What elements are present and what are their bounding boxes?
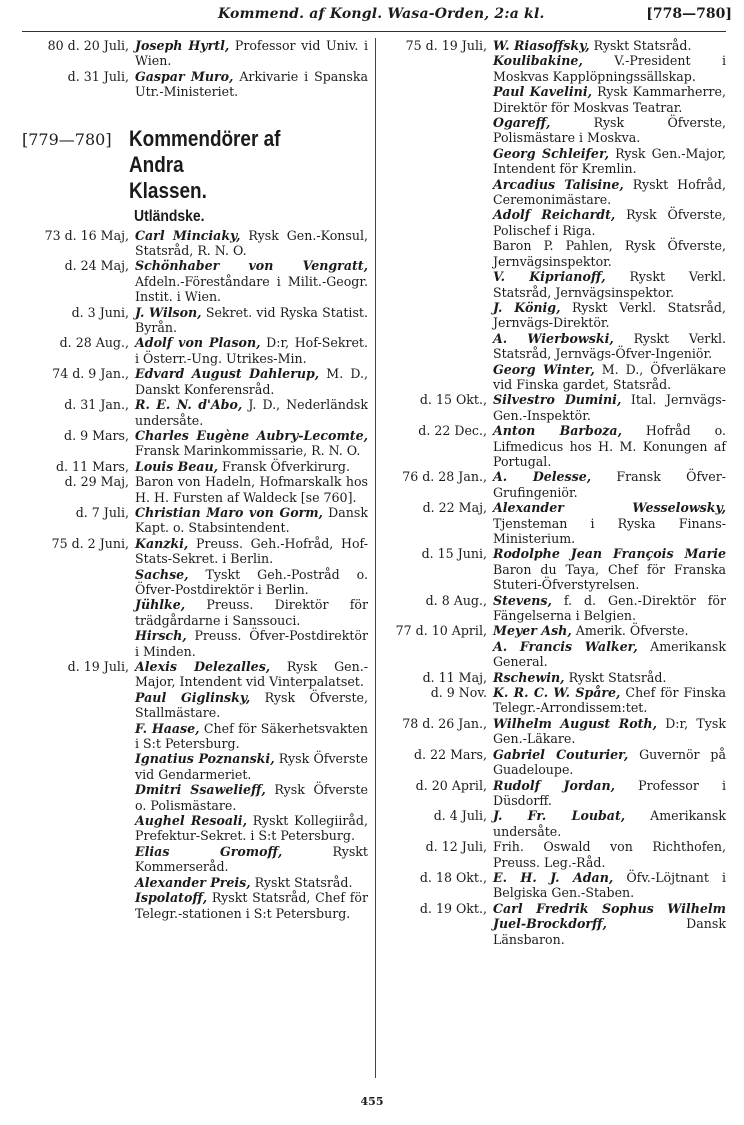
entry-text — [135, 366, 368, 397]
entry-date: d. 15 Okt., — [419, 392, 487, 408]
list-item — [22, 628, 368, 659]
list-item — [380, 53, 726, 84]
entry-description: Dansk Kapt. o. Stabsintendent. — [135, 504, 368, 536]
entry-description: Öfv.-Löjtnant i Belgiska Gen.-Staben. — [493, 869, 726, 901]
entry-text — [493, 839, 726, 870]
list-item — [22, 428, 368, 459]
entry-description: Ryskt Statsråd, Chef för Telegr.-stationen i S:t Petersburg. — [135, 890, 368, 921]
entry-name: Wilhelm August Roth, — [493, 715, 657, 731]
entry-name: Paul Giglinsky, — [135, 689, 251, 705]
entry-description: Ryskt Hofråd, Ceremonimästare. — [493, 176, 726, 208]
entry-name: Georg Winter, — [493, 361, 595, 377]
entry-text — [493, 808, 726, 839]
list-item — [22, 474, 368, 505]
entry-text — [135, 536, 368, 567]
entry-description: Preuss. Geh.-Hofråd, Hof-Stats-Sekret. i Berlin. — [135, 535, 368, 567]
entry-name: J. Wilson, — [135, 304, 202, 320]
entry-name: Alexander Preis, — [135, 874, 251, 890]
entry-date: d. 31 Jan., — [64, 397, 129, 413]
entry-name: F. Haase, — [135, 720, 200, 736]
list-item — [22, 690, 368, 721]
entry-name: A. Wierbowski, — [493, 330, 614, 346]
entry-name: Carl Minciaky, — [135, 227, 241, 243]
entry-description: Baron P. Pahlen, Rysk Öfverste, Jernvägsinspektor. — [493, 238, 726, 269]
entry-date — [380, 639, 493, 670]
entry-text — [135, 844, 368, 875]
entry-date — [380, 269, 493, 300]
entry-description: Ryskt Statsråd. — [564, 669, 667, 685]
entry-description: Amerik. Öfverste. — [571, 623, 689, 639]
entry-name: Schönhaber von Vengratt, — [135, 258, 368, 274]
entry-text — [493, 639, 726, 670]
entry-name: R. E. N. d'Abo, — [135, 397, 243, 413]
column-divider — [375, 38, 376, 1078]
entry-name: Charles Eugène Aubry-Lecomte, — [135, 427, 368, 443]
entry-date: 80 d. 20 Juli, — [47, 38, 129, 53]
entry-date: d. 29 Maj, — [64, 474, 129, 490]
entry-text — [493, 362, 726, 393]
entry-date — [380, 115, 493, 146]
entry-description: Preuss. Öfver-Postdirektör i Minden. — [135, 628, 368, 659]
entry-date: d. 19 Okt., — [419, 900, 487, 916]
entry-date: d. 18 Okt., — [419, 869, 487, 885]
list-item — [22, 335, 368, 366]
list-item — [22, 69, 368, 100]
list-item — [380, 839, 726, 870]
list-item — [380, 685, 726, 716]
entry-text — [493, 38, 726, 53]
list-item — [380, 146, 726, 177]
list-item — [22, 305, 368, 336]
entry-text — [135, 597, 368, 628]
entry-date: d. 9 Nov. — [430, 685, 487, 701]
entry-date: d. 19 Juli, — [67, 659, 129, 674]
entry-description: Baron du Taya, Chef för Franska Stuteri-Öfverstyrelsen. — [493, 561, 726, 593]
entry-name: E. H. J. Adan, — [493, 869, 614, 885]
entry-name: Alexander Wesselowsky, — [493, 500, 726, 516]
entry-date: d. 8 Aug., — [425, 592, 487, 608]
entry-date — [22, 782, 135, 813]
entry-text — [135, 659, 368, 690]
entry-date: d. 11 Maj, — [422, 669, 487, 685]
entry-date — [22, 721, 135, 752]
entry-name: Gaspar Muro, — [135, 68, 234, 84]
entry-description: Dansk Länsbaron. — [493, 916, 726, 947]
right-entries — [380, 38, 726, 947]
entry-name: Hirsch, — [135, 628, 187, 644]
entry-text — [493, 238, 726, 269]
entry-date — [380, 238, 493, 269]
entry-description: Professor vid Univ. i Wien. — [135, 38, 368, 69]
entry-text — [135, 567, 368, 598]
entry-text — [493, 146, 726, 177]
entry-date — [380, 300, 493, 331]
entry-date: 75 d. 2 Juni, — [51, 535, 129, 551]
section-subtitle: Utländske. — [134, 207, 205, 225]
list-item — [380, 639, 726, 670]
entry-date: d. 28 Aug., — [59, 335, 129, 351]
page-range: [778—780] — [646, 6, 732, 22]
list-item — [22, 890, 368, 921]
entry-description: Frih. Oswald von Richthofen, Preuss. Leg.-Råd. — [493, 839, 726, 870]
entry-text — [135, 335, 368, 366]
entry-date: d. 20 April, — [415, 777, 487, 793]
entry-name: J. König, — [493, 299, 561, 315]
entry-text — [493, 469, 726, 500]
entry-text — [493, 84, 726, 115]
entry-text — [135, 628, 368, 659]
entry-date: d. 3 Juni, — [71, 304, 129, 320]
entry-description: V.-President i Moskvas Kapplöpningssällskap. — [493, 53, 726, 84]
left-bottom-entries — [22, 228, 368, 921]
entry-text — [493, 500, 726, 546]
section-title-line2: Klassen. — [129, 177, 207, 203]
list-item — [380, 593, 726, 624]
entry-date — [22, 890, 135, 921]
entry-name: Anton Barboza, — [493, 423, 622, 439]
left-top-entries — [22, 38, 368, 100]
entry-name: Louis Beau, — [135, 458, 219, 474]
entry-text — [135, 38, 368, 69]
entry-date — [22, 628, 135, 659]
entry-description: J. D., Nederländsk undersåte. — [135, 397, 368, 428]
entry-date — [22, 690, 135, 721]
entry-text — [135, 875, 368, 890]
entry-description: Rysk Gen.-Major, Intendent för Kremlin. — [493, 145, 727, 177]
entry-name: Ogareff, — [493, 115, 551, 131]
entry-name: Dmitri Ssawelieff, — [135, 782, 266, 798]
list-item — [380, 546, 726, 592]
section-title-line1: Kommendörer af Andra — [129, 125, 281, 177]
entry-text — [493, 593, 726, 624]
entry-name: Edvard August Dahlerup, — [135, 366, 320, 382]
entry-name: K. R. C. W. Spåre, — [493, 685, 621, 701]
entry-text — [493, 546, 726, 592]
entry-description: Ryskt Verkl. Statsråd, Jernvägs-Direktör. — [493, 299, 726, 331]
entry-text — [493, 177, 726, 208]
entry-text — [135, 721, 368, 752]
list-item — [380, 207, 726, 238]
entry-date: d. 4 Juli, — [433, 808, 487, 824]
entry-name: Christian Maro von Gorm, — [135, 504, 323, 520]
entry-text — [493, 53, 726, 84]
list-item — [380, 84, 726, 115]
entry-date — [22, 813, 135, 844]
entry-text — [493, 747, 726, 778]
entry-description: Tjensteman i Ryska Finans-Ministerium. — [493, 515, 726, 546]
entry-description: D:r, Hof-Sekret. i Österr.-Ung. Utrikes-Min. — [135, 335, 368, 366]
entry-date — [380, 53, 493, 84]
entry-name: Ispolatoff, — [135, 890, 208, 906]
entry-date: d. 22 Maj, — [422, 500, 487, 516]
entry-date — [22, 567, 135, 598]
entry-description: M. D., Danskt Konferensråd. — [135, 366, 368, 397]
list-item — [380, 716, 726, 747]
entry-name: Elias Gromoff, — [135, 843, 283, 859]
entry-name: Jühlke, — [135, 597, 186, 613]
entry-text — [135, 228, 368, 259]
entry-name: Ignatius Poznanski, — [135, 751, 275, 767]
entry-text — [493, 870, 726, 901]
list-item — [22, 397, 368, 428]
entry-date: 78 d. 26 Jan., — [402, 715, 487, 731]
list-item — [380, 623, 726, 638]
entry-name: Sachse, — [135, 566, 189, 582]
entry-name: Arcadius Talisine, — [493, 176, 624, 192]
list-item — [22, 721, 368, 752]
entry-text — [135, 428, 368, 459]
list-item — [22, 505, 368, 536]
entry-description: Ryskt Verkl. Statsråd, Jernvägs-Öfver-Ingeniör. — [493, 330, 726, 362]
entry-description: Rysk Öfverste vid Gendarmeriet. — [135, 751, 369, 782]
entry-description: Ryskt Statsråd. — [589, 38, 692, 53]
entry-description: Sekret. vid Ryska Statist. Byrån. — [135, 304, 368, 336]
list-item — [380, 177, 726, 208]
entry-description: Professor i Düsdorff. — [493, 777, 726, 808]
entry-name: A. Francis Walker, — [493, 638, 638, 654]
entry-text — [493, 269, 726, 300]
entry-name: Meyer Ash, — [493, 623, 572, 639]
entry-name: Gabriel Couturier, — [493, 746, 629, 762]
entry-date: d. 7 Juli, — [75, 504, 129, 520]
entry-date: d. 11 Mars, — [56, 458, 129, 474]
entry-text — [135, 474, 368, 505]
entry-date — [22, 751, 135, 782]
list-item — [380, 115, 726, 146]
list-item — [380, 500, 726, 546]
entry-name: Paul Kavelini, — [493, 84, 593, 100]
entry-date: d. 22 Dec., — [418, 423, 487, 439]
entry-description: Ryskt Kollegiiråd, Prefektur-Sekret. i S:t Petersburg. — [135, 813, 368, 844]
entry-text — [493, 392, 726, 423]
list-item — [380, 423, 726, 469]
list-item — [22, 813, 368, 844]
list-item — [380, 269, 726, 300]
entry-description: Ryskt Kommerseråd. — [135, 843, 368, 875]
entry-description: Rysk Gen.-Konsul, Statsråd, R. N. O. — [135, 227, 368, 259]
list-item — [22, 659, 368, 690]
entry-text — [135, 690, 368, 721]
list-item — [380, 901, 726, 947]
entry-name: W. Riasoffsky, — [493, 38, 590, 53]
entry-text — [135, 305, 368, 336]
entry-text — [493, 778, 726, 809]
entry-description: Fransk Öfver-Grufingeniör. — [493, 469, 726, 500]
entry-text — [493, 901, 726, 947]
entry-text — [493, 670, 726, 685]
entry-description: Ryskt Verkl. Statsråd, Jernvägsinspektor. — [493, 269, 726, 300]
entry-name: Adolf von Plason, — [135, 335, 261, 351]
entry-name: Rudolf Jordan, — [493, 777, 616, 793]
list-item — [22, 751, 368, 782]
entry-text — [135, 459, 368, 474]
list-item — [380, 670, 726, 685]
entry-description: Preuss. Direktör för trädgårdarne i Sanssouci. — [135, 597, 368, 628]
list-item — [22, 536, 368, 567]
entry-date — [22, 597, 135, 628]
entry-name: Joseph Hyrtl, — [135, 38, 230, 53]
entry-text — [135, 782, 368, 813]
entry-text — [493, 115, 726, 146]
entry-text — [135, 258, 368, 304]
entry-description: Rysk Öfverste, Stallmästare. — [135, 689, 369, 721]
entry-date: 74 d. 9 Jan., — [52, 366, 129, 382]
entry-text — [493, 300, 726, 331]
list-item — [22, 597, 368, 628]
entry-date — [22, 875, 135, 890]
list-item — [22, 366, 368, 397]
entry-date: d. 12 Juli, — [425, 839, 487, 855]
entry-name: Stevens, — [493, 592, 552, 608]
entry-description: M. D., Öfverläkare vid Finska gardet, Statsråd. — [493, 361, 726, 392]
list-item — [380, 38, 726, 53]
entry-description: Chef för Finska Telegr.-Arrondissem:tet. — [493, 685, 726, 716]
entry-date: d. 9 Mars, — [64, 427, 129, 443]
entry-date: 73 d. 16 Maj, — [44, 227, 129, 243]
entry-date: d. 22 Mars, — [414, 746, 487, 762]
entry-text — [135, 69, 368, 100]
entry-date: d. 31 Juli, — [67, 68, 129, 84]
entry-text — [493, 423, 726, 469]
entry-description: Afdeln.-Föreståndare i Milit.-Geogr. Instit. i Wien. — [135, 273, 368, 305]
list-item — [380, 300, 726, 331]
list-item — [22, 875, 368, 890]
list-item — [22, 258, 368, 304]
entry-description: Amerikansk General. — [493, 638, 726, 670]
section-ref: [779—780] — [22, 129, 112, 149]
entry-description: Fransk Marinkommissarie, R. N. O. — [135, 443, 361, 459]
list-item — [22, 228, 368, 259]
entry-description: Hofråd o. Lifmedicus hos H. M. Konungen af Portugal. — [493, 423, 727, 469]
list-item — [22, 567, 368, 598]
entry-text — [135, 505, 368, 536]
entry-description: Ryskt Statsråd. — [250, 874, 353, 890]
header-rule — [22, 31, 726, 32]
entry-description: Rysk Öfverste o. Polismästare. — [135, 782, 368, 813]
entry-text — [493, 685, 726, 716]
entry-description: Ital. Jernvägs-Gen.-Inspektör. — [493, 392, 726, 423]
list-item — [22, 459, 368, 474]
entry-text — [135, 890, 368, 921]
entry-name: A. Delesse, — [493, 469, 592, 485]
entry-name: Silvestro Dumini, — [493, 392, 622, 408]
entry-date: 75 d. 19 Juli, — [405, 38, 487, 53]
entry-text — [493, 623, 726, 638]
entry-text — [493, 207, 726, 238]
entry-date — [380, 331, 493, 362]
page-number: 455 — [360, 1095, 384, 1108]
list-item — [22, 782, 368, 813]
entry-text — [135, 397, 368, 428]
entry-name: Adolf Reichardt, — [493, 207, 616, 223]
running-title: Kommend. af Kongl. Wasa-Orden, 2:a kl. — [218, 6, 545, 22]
list-item — [380, 331, 726, 362]
list-item — [380, 469, 726, 500]
entry-name: Aughel Resoali, — [135, 813, 247, 829]
entry-date — [380, 84, 493, 115]
right-column — [380, 38, 726, 947]
entry-date — [22, 844, 135, 875]
entry-name: Rschewin, — [493, 669, 565, 685]
entry-name: Georg Schleifer, — [493, 145, 610, 161]
entry-text — [135, 813, 368, 844]
entry-name: Kanzki, — [135, 535, 189, 551]
entry-name: Carl Fredrik Sophus Wilhelm Juel-Brockdorff, — [493, 900, 726, 932]
entry-text — [493, 331, 726, 362]
list-item — [22, 38, 368, 69]
entry-name: Rodolphe Jean François Marie — [493, 546, 726, 562]
section-title — [129, 126, 368, 204]
entry-description: Baron von Hadeln, Hofmarskalk hos H. H. Fursten af Waldeck [se 760]. — [135, 474, 368, 505]
entry-date: 77 d. 10 April, — [395, 623, 487, 639]
entry-description: Amerikansk undersåte. — [493, 808, 726, 839]
entry-date: 76 d. 28 Jan., — [402, 469, 487, 485]
list-item — [380, 778, 726, 809]
list-item — [380, 747, 726, 778]
entry-description: Arkivarie i Spanska Utr.-Ministeriet. — [135, 68, 368, 100]
list-item — [380, 362, 726, 393]
list-item — [380, 870, 726, 901]
entry-name: Alexis Delezalles, — [135, 659, 271, 674]
running-header — [0, 4, 744, 26]
entry-name: J. Fr. Loubat, — [493, 808, 626, 824]
entry-description: Guvernör på Guadeloupe. — [493, 746, 726, 778]
entry-description: D:r, Tysk Gen.-Läkare. — [493, 715, 726, 747]
entry-date — [380, 146, 493, 177]
list-item — [22, 844, 368, 875]
entry-description: Tyskt Geh.-Postråd o. Öfver-Postdirektör i Berlin. — [135, 566, 368, 597]
entry-text — [493, 716, 726, 747]
list-item — [380, 238, 726, 269]
entry-date: d. 15 Juni, — [421, 546, 487, 562]
left-column — [22, 38, 368, 921]
section-heading — [22, 126, 368, 204]
entry-description: Rysk Öfverste, Polismästare i Moskva. — [493, 115, 726, 146]
entry-description: Fransk Öfverkirurg. — [218, 458, 350, 474]
entry-description: Chef för Säkerhetsvakten i S:t Petersburg. — [135, 720, 368, 752]
entry-date — [380, 177, 493, 208]
list-item — [380, 808, 726, 839]
entry-date — [380, 362, 493, 393]
entry-name: V. Kiprianoff, — [493, 269, 606, 285]
entry-description: f. d. Gen.-Direktör för Fängelserna i Belgien. — [493, 592, 726, 624]
list-item — [380, 392, 726, 423]
entry-date: d. 24 Maj, — [64, 258, 129, 274]
entry-description: Rysk Gen.-Major, Intendent vid Vinterpalatset. — [135, 659, 368, 690]
entry-description: Rysk Öfverste, Polischef i Riga. — [493, 207, 727, 238]
entry-date — [380, 207, 493, 238]
entry-description: Rysk Kammarherre, Direktör för Moskvas Teatrar. — [493, 84, 726, 115]
entry-text — [135, 751, 368, 782]
entry-name: Koulibakine, — [493, 53, 583, 69]
